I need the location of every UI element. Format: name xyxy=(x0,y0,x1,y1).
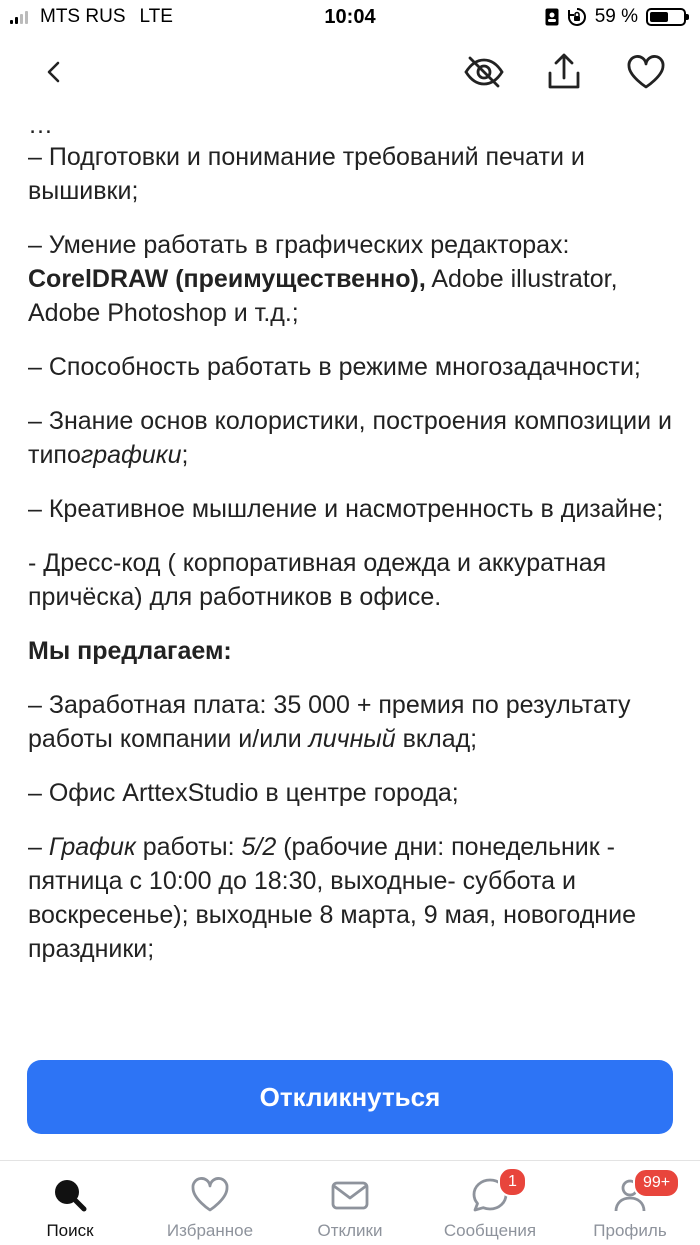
network-type: LTE xyxy=(139,6,173,27)
tab-label: Поиск xyxy=(46,1221,94,1240)
italic-text: 5/2 xyxy=(241,833,277,861)
requirement-item: – Креативное мышление и насмотренность в дизайне; xyxy=(28,495,664,523)
tab-label: Отклики xyxy=(317,1221,383,1240)
offer-item: – Офис ArttexStudio в центре города; xyxy=(28,779,459,807)
vacancy-description xyxy=(28,108,676,986)
requirement-item xyxy=(28,404,676,472)
eye-slash-icon xyxy=(463,51,505,93)
text-segment: – Знание основ колористики, построения композиции и типо xyxy=(28,407,672,469)
battery-icon xyxy=(646,8,686,26)
tab-search[interactable] xyxy=(0,1161,140,1245)
italic-text: личный xyxy=(308,725,396,753)
tab-favorites[interactable] xyxy=(140,1161,280,1245)
text-segment: (рабочие дни: понедельник - пятница с 10:00 до 18:30, выходные- суббота и воскресенье); выходные 8 марта, 9 мая, новогодние праздники; xyxy=(28,833,636,963)
notification-badge: 1 xyxy=(498,1167,527,1197)
share-icon xyxy=(546,53,582,91)
favorite-button[interactable] xyxy=(624,50,668,94)
text-segment: ; xyxy=(181,441,189,469)
requirement-item: – Способность работать в режиме многозадачности; xyxy=(28,353,641,381)
tab-responses[interactable] xyxy=(280,1161,420,1245)
clipped-line: … xyxy=(28,111,53,134)
tab-messages[interactable] xyxy=(420,1161,560,1245)
chevron-left-icon xyxy=(42,60,66,84)
heart-icon xyxy=(190,1175,230,1215)
offer-item xyxy=(28,830,676,966)
respond-button[interactable]: Откликнуться xyxy=(27,1060,673,1134)
italic-text: График xyxy=(48,833,136,861)
text-segment: – xyxy=(28,833,49,861)
offer-heading: Мы предлагаем: xyxy=(28,637,232,665)
top-navigation-bar xyxy=(0,36,700,108)
status-bar xyxy=(0,0,700,36)
share-button[interactable] xyxy=(542,50,586,94)
carrier-name: MTS RUS xyxy=(40,6,126,27)
notification-badge: 99+ xyxy=(633,1168,680,1198)
hide-vacancy-button[interactable] xyxy=(462,50,506,94)
tab-label: Избранное xyxy=(166,1221,254,1240)
status-time: 10:04 xyxy=(324,6,376,28)
bold-text: CorelDRAW (преимущественно), xyxy=(28,265,426,293)
text-segment: – Заработная плата: 35 000 + премия по результату работы компании и/или xyxy=(28,691,631,753)
offer-item xyxy=(28,688,676,756)
italic-text: графики xyxy=(80,441,182,469)
tab-label: Сообщения xyxy=(443,1221,537,1240)
rotation-lock-icon xyxy=(567,7,587,27)
battery-percent: 59 % xyxy=(594,6,638,27)
search-icon xyxy=(50,1175,90,1215)
contact-card-icon xyxy=(545,8,559,26)
requirement-item xyxy=(28,228,676,330)
back-button[interactable] xyxy=(32,50,76,94)
bottom-tab-bar xyxy=(0,1160,700,1245)
requirement-item: - Дресс-код ( корпоративная одежда и аккуратная причёска) для работников в офисе. xyxy=(28,549,607,611)
tab-label: Профиль xyxy=(593,1221,667,1240)
text-segment: вклад; xyxy=(395,725,478,753)
text-segment: – Умение работать в графических редакторах: xyxy=(28,231,570,259)
requirement-item: – Подготовки и понимание требований печати и вышивки; xyxy=(28,143,585,205)
heart-icon xyxy=(626,54,666,90)
envelope-icon xyxy=(330,1175,370,1215)
tab-profile[interactable] xyxy=(560,1161,700,1245)
text-segment: работы: xyxy=(135,833,242,861)
text-segment: Adobe illustrator, Adobe Photoshop и т.д.; xyxy=(28,265,618,327)
status-right xyxy=(545,6,686,28)
